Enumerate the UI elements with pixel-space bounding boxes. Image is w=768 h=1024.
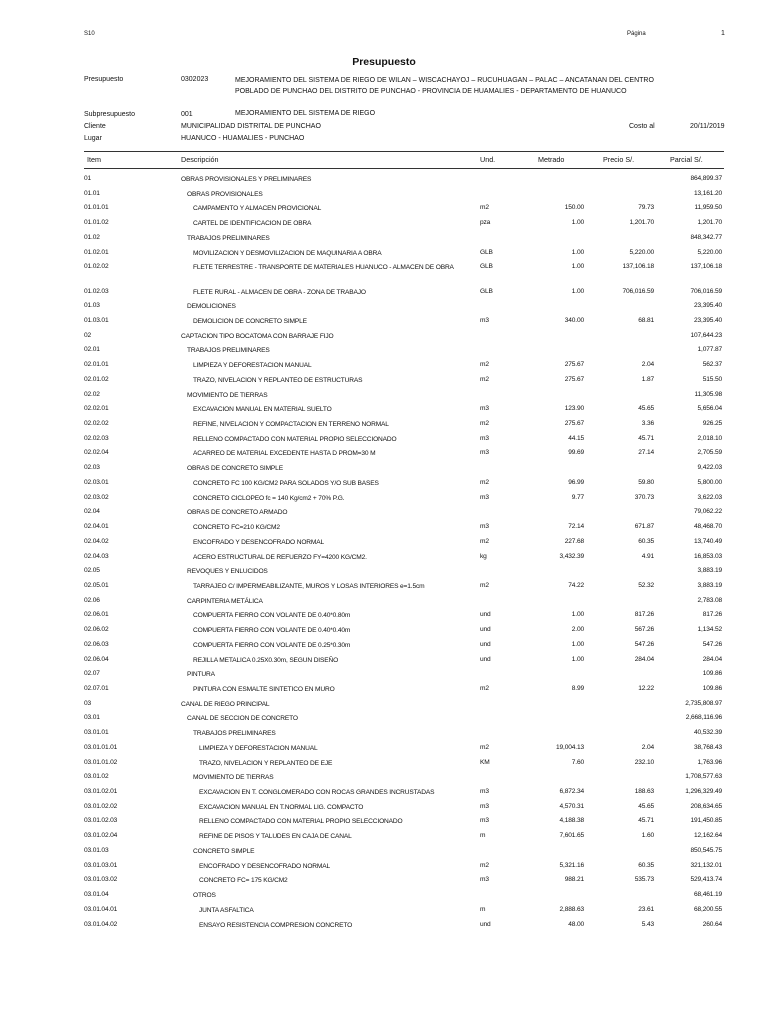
row-precio: 4.91 [641,552,654,560]
row-description: FLETE TERRESTRE - TRANSPORTE DE MATERIALES HUANUCO - ALMACEN DE OBRA [193,264,454,272]
row-parcial: 16,853.03 [694,552,722,560]
subpresupuesto-description: MEJORAMIENTO DEL SISTEMA DE RIEGO [235,110,376,117]
row-description: COMPUERTA FIERRO CON VOLANTE DE 0.40*0.80m [193,612,351,620]
row-description: ACARREO DE MATERIAL EXCEDENTE HASTA D PROM=30 M [193,450,376,458]
row-item-code: 03.01.02.01 [84,788,118,796]
row-precio: 23.61 [638,905,654,913]
row-precio: 59.80 [638,478,654,486]
row-item-code: 03 [84,699,92,707]
row-item-code: 03.01.03.01 [84,861,118,869]
row-metrado: 275.67 [564,420,584,428]
column-header-und: Und. [480,155,496,164]
row-unit: m3 [480,788,489,796]
row-item-code: 02.06 [84,596,100,604]
row-description: CONCRETO CICLOPEO fc = 140 Kg/cm2 + 70% P.G. [193,494,345,502]
row-description: LIMPIEZA Y DEFORESTACION MANUAL [193,362,312,370]
row-precio: 706,016.59 [622,287,654,295]
row-parcial: 2,018.10 [697,434,722,442]
row-unit: m2 [480,204,489,212]
row-item-code: 01.02.01 [84,248,109,256]
row-precio: 232.10 [634,758,654,766]
row-parcial: 3,883.19 [697,567,722,575]
row-parcial: 137,106.18 [690,263,722,271]
presupuesto-code: 0302023 [181,76,209,83]
row-description: ENSAYO RESISTENCIA COMPRESION CONCRETO [199,921,353,929]
row-item-code: 02.03.02 [84,493,109,501]
row-parcial: 48,468.70 [694,523,722,531]
row-unit: und [480,640,491,648]
row-description: TRABAJOS PRELIMINARES [193,730,276,738]
row-item-code: 03.01.01.02 [84,758,118,766]
row-metrado: 2,888.63 [559,905,584,913]
row-unit: und [480,626,491,634]
row-description: COMPUERTA FIERRO CON VOLANTE DE 0.25*0.30m [193,641,351,649]
row-unit: m3 [480,316,489,324]
row-precio: 5,220.00 [629,248,654,256]
row-precio: 535.73 [634,876,654,884]
row-precio: 60.35 [638,861,654,869]
row-metrado: 96.99 [568,478,584,486]
row-item-code: 02.02.01 [84,405,109,413]
row-item-code: 01.02.02 [84,263,109,271]
row-description: ACERO ESTRUCTURAL DE REFUERZO FY=4200 KG/CM2. [193,553,367,561]
row-precio: 188.63 [634,788,654,796]
row-metrado: 8.99 [571,684,584,692]
column-header-parcial: Parcial S/. [670,155,703,164]
row-unit: und [480,920,491,928]
row-item-code: 03.01.04.02 [84,920,118,928]
row-unit: m3 [480,817,489,825]
row-description: TRABAJOS PRELIMINARES [187,234,270,242]
row-unit: m2 [480,375,489,383]
row-description: TRAZO, NIVELACION Y REPLANTEO DE ESTRUCTURAS [193,376,363,384]
row-description: OBRAS PROVISIONALES [187,190,263,198]
row-unit: m2 [480,537,489,545]
page-title: Presupuesto [352,56,416,68]
row-item-code: 02.05 [84,567,100,575]
row-metrado: 275.67 [564,361,584,369]
row-unit: m2 [480,743,489,751]
row-unit: m2 [480,861,489,869]
row-description: OBRAS PROVISIONALES Y PRELIMINARES [181,176,312,183]
row-unit: m3 [480,876,489,884]
row-description: REVOQUES Y ENLUCIDOS [187,568,268,576]
row-description: CONCRETO FC= 175 KG/CM2 [199,877,288,885]
row-parcial: 1,296,329.49 [685,788,722,796]
row-parcial: 1,763.96 [697,758,722,766]
row-precio: 1.60 [641,832,654,840]
row-parcial: 260.64 [702,920,722,928]
row-metrado: 1.00 [571,611,584,619]
row-precio: 68.81 [638,316,654,324]
row-description: TARRAJEO C/ IMPERMEABILIZANTE, MUROS Y LOSAS INTERIORES e=1.5cm [193,582,425,590]
row-metrado: 4,188.38 [559,817,584,825]
row-precio: 45.65 [638,405,654,413]
row-unit: m2 [480,478,489,486]
row-metrado: 227.68 [564,537,584,545]
page-label: Página [627,31,646,37]
row-precio: 817.26 [634,611,654,619]
row-precio: 671.87 [634,523,654,531]
row-parcial: 321,132.01 [690,861,722,869]
row-description: MOVILIZACION Y DESMOVILIZACION DE MAQUINARIA A OBRA [193,249,382,257]
row-parcial: 926.25 [702,420,722,428]
row-item-code: 03.01.02.03 [84,817,118,825]
row-metrado: 19,004.13 [556,743,584,751]
row-item-code: 02.06.03 [84,640,109,648]
row-item-code: 02.02 [84,390,100,398]
row-metrado: 1.00 [571,263,584,271]
subpresupuesto-code: 001 [181,111,193,118]
cliente-value: MUNICIPALIDAD DISTRITAL DE PUNCHAO [181,123,321,130]
row-metrado: 4,570.31 [559,802,584,810]
row-item-code: 03.01.01.01 [84,743,118,751]
cliente-label: Cliente [84,123,106,130]
row-parcial: 3,622.03 [697,493,722,501]
row-parcial: 11,305.98 [694,390,722,398]
row-unit: und [480,655,491,663]
row-parcial: 1,201.70 [697,219,722,227]
row-item-code: 02.03.01 [84,478,109,486]
row-parcial: 5,220.00 [697,248,722,256]
row-item-code: 02.04.02 [84,537,109,545]
row-metrado: 3,432.39 [559,552,584,560]
row-unit: m [480,905,486,913]
row-item-code: 01.03.01 [84,316,109,324]
column-header-metrado: Metrado [538,155,565,164]
column-header-item: Item [87,155,101,164]
row-metrado: 6,872.34 [559,788,584,796]
row-description: REFINE, NIVELACION Y COMPACTACION EN TERRENO NORMAL [193,421,389,429]
row-metrado: 1.00 [571,219,584,227]
row-item-code: 01.02 [84,233,100,241]
row-item-code: 02.06.02 [84,626,109,634]
row-precio: 45.71 [638,817,654,825]
row-item-code: 03.01.02 [84,773,109,781]
column-header-precio: Precio S/. [603,155,635,164]
row-item-code: 03.01.03 [84,846,109,854]
row-unit: KM [480,758,490,766]
row-parcial: 284.04 [702,655,722,663]
row-item-code: 03.01 [84,714,100,722]
row-item-code: 02.07 [84,670,100,678]
row-metrado: 9.77 [571,493,584,501]
row-parcial: 1,077.87 [697,346,722,354]
row-description: DEMOLICIONES [187,303,236,311]
row-precio: 5.43 [641,920,654,928]
row-description: CARPINTERIA METÁLICA [187,597,263,605]
row-description: CANAL DE RIEGO PRINCIPAL [181,700,270,708]
row-unit: m [480,832,486,840]
row-metrado: 340.00 [564,316,584,324]
row-parcial: 1,134.52 [697,626,722,634]
row-unit: m3 [480,405,489,413]
row-parcial: 848,342.77 [690,233,722,241]
row-metrado: 72.14 [568,523,584,531]
row-description: MOVIMIENTO DE TIERRAS [187,391,268,399]
row-item-code: 03.01.02.02 [84,802,118,810]
row-item-code: 02.04.01 [84,523,109,531]
row-metrado: 1.00 [571,248,584,256]
row-item-code: 01.01.01 [84,204,109,212]
row-parcial: 2,668,116.96 [685,714,722,722]
row-parcial: 2,735,808.97 [685,699,722,707]
row-description: CAMPAMENTO Y ALMACEN PROVICIONAL [193,205,322,213]
row-description: REFINE DE PISOS Y TALUDES EN CAJA DE CANAL [199,833,352,841]
row-description: FLETE RURAL - ALMACEN DE OBRA - ZONA DE TRABAJO [193,288,366,296]
row-description: LIMPIEZA Y DEFORESTACION MANUAL [199,744,318,752]
row-parcial: 547.26 [702,640,722,648]
row-metrado: 123.90 [564,405,584,413]
row-metrado: 48.00 [568,920,584,928]
row-parcial: 515.50 [702,375,722,383]
row-description: CAPTACION TIPO BOCATOMA CON BARRAJE FIJO [181,332,334,340]
row-description: RELLENO COMPACTADO CON MATERIAL PROPIO SELECCIONADO [193,435,397,443]
row-description: CONCRETO FC=210 KG/CM2 [193,524,280,532]
row-metrado: 7,601.65 [559,832,584,840]
row-precio: 547.26 [634,640,654,648]
row-description: DEMOLICION DE CONCRETO SIMPLE [193,317,307,325]
row-unit: m3 [480,434,489,442]
row-metrado: 5,321.16 [559,861,584,869]
row-description: CONCRETO SIMPLE [193,847,255,855]
column-header-descripcion: Descripción [181,155,219,164]
row-description: PINTURA CON ESMALTE SINTETICO EN MURO [193,685,335,693]
row-item-code: 02.04 [84,508,100,516]
row-parcial: 562.37 [702,361,722,369]
row-parcial: 68,461.19 [694,891,722,899]
row-metrado: 150.00 [564,204,584,212]
row-unit: m3 [480,493,489,501]
row-precio: 2.04 [641,361,654,369]
row-parcial: 12,162.64 [694,832,722,840]
row-parcial: 109.86 [702,670,722,678]
row-unit: m2 [480,581,489,589]
row-parcial: 9,422.03 [697,464,722,472]
row-precio: 79.73 [638,204,654,212]
row-parcial: 864,899.37 [690,175,722,182]
row-parcial: 13,161.20 [694,189,722,197]
row-item-code: 01.01.02 [84,219,109,227]
row-parcial: 40,532.39 [694,729,722,737]
presupuesto-label: Presupuesto [84,76,124,83]
row-item-code: 03.01.04 [84,891,109,899]
row-metrado: 7.60 [571,758,584,766]
row-description: ENCOFRADO Y DESENCOFRADO NORMAL [199,862,331,870]
row-unit: pza [480,219,491,227]
row-parcial: 79,062.22 [694,508,722,516]
row-precio: 137,106.18 [622,263,654,271]
row-precio: 284.04 [634,655,654,663]
row-description: CARTEL DE IDENTIFICACION DE OBRA [193,220,312,228]
costo-label: Costo al [629,123,655,130]
row-unit: GLB [480,263,493,271]
row-item-code: 03.01.04.01 [84,905,118,913]
lugar-value: HUANUCO - HUAMALIES - PUNCHAO [181,135,305,142]
row-precio: 27.14 [638,449,654,457]
row-parcial: 850,545.75 [690,846,722,854]
row-precio: 1.87 [641,375,654,383]
row-unit: GLB [480,248,493,256]
row-item-code: 02.01.02 [84,375,109,383]
lugar-label: Lugar [84,135,102,142]
row-metrado: 44.15 [568,434,584,442]
row-parcial: 68,200.55 [694,905,722,913]
row-parcial: 23,395.40 [694,302,722,310]
row-description: JUNTA ASFALTICA [199,906,254,914]
row-parcial: 2,705.59 [697,449,722,457]
page-number: 1 [721,30,725,37]
row-description: CANAL DE SECCION DE CONCRETO [187,715,298,723]
row-parcial: 817.26 [702,611,722,619]
row-unit: m2 [480,361,489,369]
row-description: ENCOFRADO Y DESENCOFRADO NORMAL [193,538,325,546]
row-precio: 45.71 [638,434,654,442]
row-unit: und [480,611,491,619]
row-description: REJILLA METALICA 0.25X0.30m, SEGUN DISEÑO [193,656,339,664]
row-item-code: 03.01.03.02 [84,876,118,884]
row-description: OBRAS DE CONCRETO ARMADO [187,509,288,517]
row-metrado: 988.21 [564,876,584,884]
row-item-code: 01 [84,175,92,182]
row-description: OTROS [193,892,216,900]
row-parcial: 5,656.04 [697,405,722,413]
row-description: EXCAVACION EN T. CONGLOMERADO CON ROCAS GRANDES INCRUSTADAS [199,789,435,797]
row-item-code: 03.01.01 [84,729,109,737]
row-precio: 60.35 [638,537,654,545]
row-metrado: 1.00 [571,655,584,663]
row-parcial: 191,450.85 [690,817,722,825]
row-unit: m3 [480,523,489,531]
row-item-code: 02.04.03 [84,552,109,560]
row-parcial: 208,634.65 [690,802,722,810]
row-parcial: 23,395.40 [694,316,722,324]
row-parcial: 5,800.00 [697,478,722,486]
row-precio: 3.36 [641,420,654,428]
row-item-code: 02.01 [84,346,100,354]
row-item-code: 02.03 [84,464,100,472]
row-item-code: 02.02.04 [84,449,109,457]
row-item-code: 01.01 [84,189,100,197]
row-item-code: 01.03 [84,302,100,310]
row-description: PINTURA [187,671,215,679]
row-precio: 2.04 [641,743,654,751]
row-description: EXCAVACION MANUAL EN T.NORMAL LIG. COMPACTO [199,803,364,811]
presupuesto-description: MEJORAMIENTO DEL SISTEMA DE RIEGO DE WILAN – WISCACHAYOJ – RUCUHUAGAN – PALAC – ANCATANAN DEL CENTRO POBLADO DE PUNCHAO DEL DISTRITO DE PUNCHAO - PROVINCIA DE HUAMALIES - DEPARTAMENTO DE HUANUCO [235,77,654,95]
row-item-code: 01.02.03 [84,287,109,295]
row-description: EXCAVACION MANUAL EN MATERIAL SUELTO [193,406,332,414]
row-unit: m2 [480,684,489,692]
row-parcial: 109.86 [702,684,722,692]
row-parcial: 1,708,577.63 [685,773,722,781]
row-description: MOVIMIENTO DE TIERRAS [193,774,274,782]
row-precio: 45.65 [638,802,654,810]
row-description: CONCRETO FC 100 KG/CM2 PARA SOLADOS Y/O SUB BASES [193,479,379,487]
row-parcial: 706,016.59 [690,287,722,295]
row-metrado: 1.00 [571,287,584,295]
row-unit: m2 [480,420,489,428]
row-parcial: 13,740.49 [694,537,722,545]
row-parcial: 38,768.43 [694,743,722,751]
row-metrado: 74.22 [568,581,584,589]
row-description: COMPUERTA FIERRO CON VOLANTE DE 0.40*0.40m [193,627,351,635]
row-metrado: 275.67 [564,375,584,383]
row-item-code: 02.06.01 [84,611,109,619]
row-metrado: 2.00 [571,626,584,634]
row-item-code: 02.01.01 [84,361,109,369]
row-unit: m3 [480,449,489,457]
row-parcial: 107,644.23 [690,331,722,339]
row-parcial: 11,959.50 [694,204,722,212]
row-parcial: 2,783.08 [697,596,722,604]
row-item-code: 02.07.01 [84,684,109,692]
row-precio: 12.22 [638,684,654,692]
row-item-code: 02 [84,331,92,339]
row-description: RELLENO COMPACTADO CON MATERIAL PROPIO SELECCIONADO [199,818,403,826]
row-metrado: 1.00 [571,640,584,648]
row-description: TRABAJOS PRELIMINARES [187,347,270,355]
row-description: OBRAS DE CONCRETO SIMPLE [187,465,283,473]
row-unit: GLB [480,287,493,295]
row-item-code: 02.02.03 [84,434,109,442]
row-item-code: 03.01.02.04 [84,832,118,840]
row-unit: m3 [480,802,489,810]
row-precio: 52.32 [638,581,654,589]
row-parcial: 529,413.74 [690,876,722,884]
row-item-code: 02.02.02 [84,420,109,428]
row-unit: kg [480,552,487,560]
costo-date: 20/11/2019 [690,123,725,130]
corner-code: S10 [84,31,95,37]
row-description: TRAZO, NIVELACION Y REPLANTEO DE EJE [199,759,333,767]
row-item-code: 02.06.04 [84,655,109,663]
row-precio: 1,201.70 [629,219,654,227]
row-item-code: 02.05.01 [84,581,109,589]
row-precio: 567.26 [634,626,654,634]
row-metrado: 99.69 [568,449,584,457]
row-precio: 370.73 [634,493,654,501]
row-parcial: 3,883.19 [697,581,722,589]
subpresupuesto-label: Subpresupuesto [84,111,135,118]
